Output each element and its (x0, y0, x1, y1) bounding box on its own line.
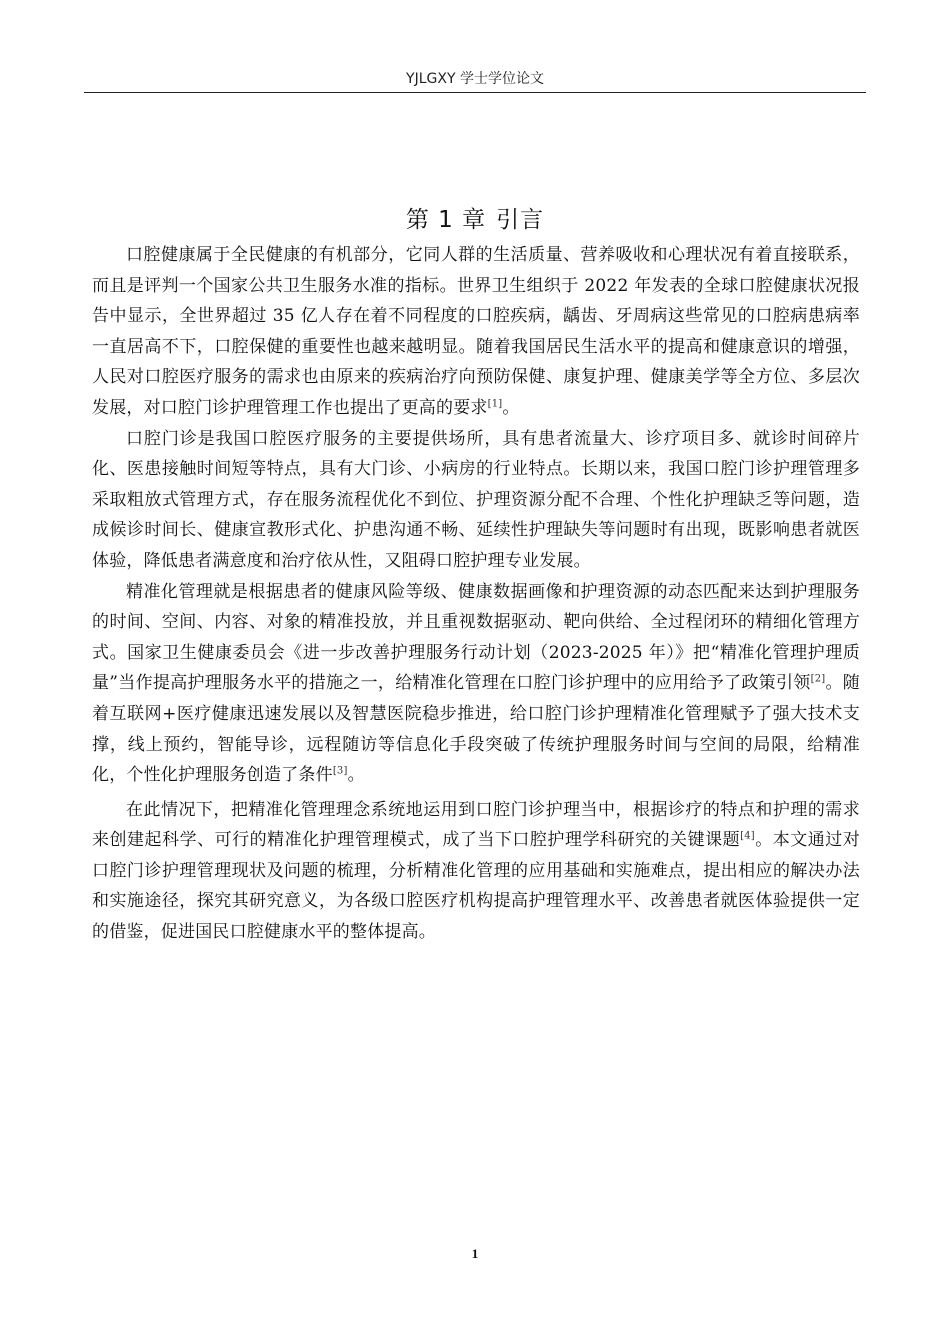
paragraph-1 (92, 240, 860, 424)
page-number: 1 (471, 1246, 479, 1261)
paragraph-3-text-after: 。随着互联网+医疗健康迅速发展以及智慧医院稳步推进，给口腔门诊护理精准化管理赋予了强大技术支撑，线上预约，智能导诊，远程随访等信息化手段突破了传统护理服务时间与空间的局限，给精准化，个性化护理服务创造了条件 (92, 673, 860, 786)
paragraph-1-text: 口腔健康属于全民健康的有机部分，它同人群的生活质量、营养吸收和心理状况有着直接联系，而且是评判一个国家公共卫生服务水准的指标。世界卫生组织于 2022 年发表的全球口腔健康状况报告中显示，全世界超过 35 亿人存在着不同程度的口腔疾病，龋齿、牙周病这些常见的口腔病患病率一直居高不下，口腔保健的重要性也越来越明显。随着我国居民生活水平的提高和健康意识的增强，人民对口腔医疗服务的需求也由原来的疾病治疗向预防保健、康复护理、健康美学等全方位、多层次发展，对口腔门诊护理管理工作也提出了更高的要求 (92, 245, 860, 418)
citation-1: [1] (487, 398, 503, 410)
paragraph-4 (92, 795, 860, 948)
paragraph-4-text-before: 在此情况下，把精准化管理理念系统地运用到口腔门诊护理当中，根据诊疗的特点和护理的需求来创建起科学、可行的精准化护理管理模式，成了当下口腔护理学科研究的关键课题 (92, 799, 860, 851)
body-text (92, 240, 860, 948)
chapter-title: 引言 (496, 207, 545, 233)
citation-2: [2] (810, 673, 826, 685)
chapter-heading (84, 202, 866, 238)
paragraph-3-tail: 。 (347, 765, 365, 786)
paragraph-4-text-after: 。本文通过对口腔门诊护理管理现状及问题的梳理，分析精准化管理的应用基础和实施难点，提出相应的解决办法和实施途径，探究其研究意义，为各级口腔医疗机构提高护理管理水平、改善患者就医体验提供一定的借鉴，促进国民口腔健康水平的整体提高。 (92, 830, 860, 943)
paragraph-2-text: 口腔门诊是我国口腔医疗服务的主要提供场所，具有患者流量大、诊疗项目多、就诊时间碎片化、医患接触时间短等特点，具有大门诊、小病房的行业特点。长期以来，我国口腔门诊护理管理多采取粗放式管理方式，存在服务流程优化不到位、护理资源分配不合理、个性化护理缺乏等问题，造成候诊时间长、健康宣教形式化、护患沟通不畅、延续性护理缺失等问题时有出现，既影响患者就医体验，降低患者满意度和治疗依从性，又阻碍口腔护理专业发展。 (92, 428, 860, 571)
citation-4: [4] (740, 830, 755, 842)
running-header-title: YJLGXY 学士学位论文 (406, 71, 544, 87)
running-header (84, 66, 866, 93)
paragraph-3 (92, 577, 860, 791)
chapter-number: 第 1 章 (405, 207, 487, 233)
paragraph-1-tail: 。 (502, 397, 520, 418)
paragraph-3-text-before: 精准化管理就是根据患者的健康风险等级、健康数据画像和护理资源的动态匹配来达到护理服务的时间、空间、内容、对象的精准投放，并且重视数据驱动、靶向供给、全过程闭环的精细化管理方式。国家卫生健康委员会《进一步改善护理服务行动计划（2023-2025 年）》把“精准化管理护理质量”当作提高护理服务水平的措施之一，给精准化管理在口腔门诊护理中的应用给予了政策引领 (92, 581, 860, 694)
citation-3: [3] (332, 765, 348, 777)
paragraph-2 (92, 424, 860, 577)
